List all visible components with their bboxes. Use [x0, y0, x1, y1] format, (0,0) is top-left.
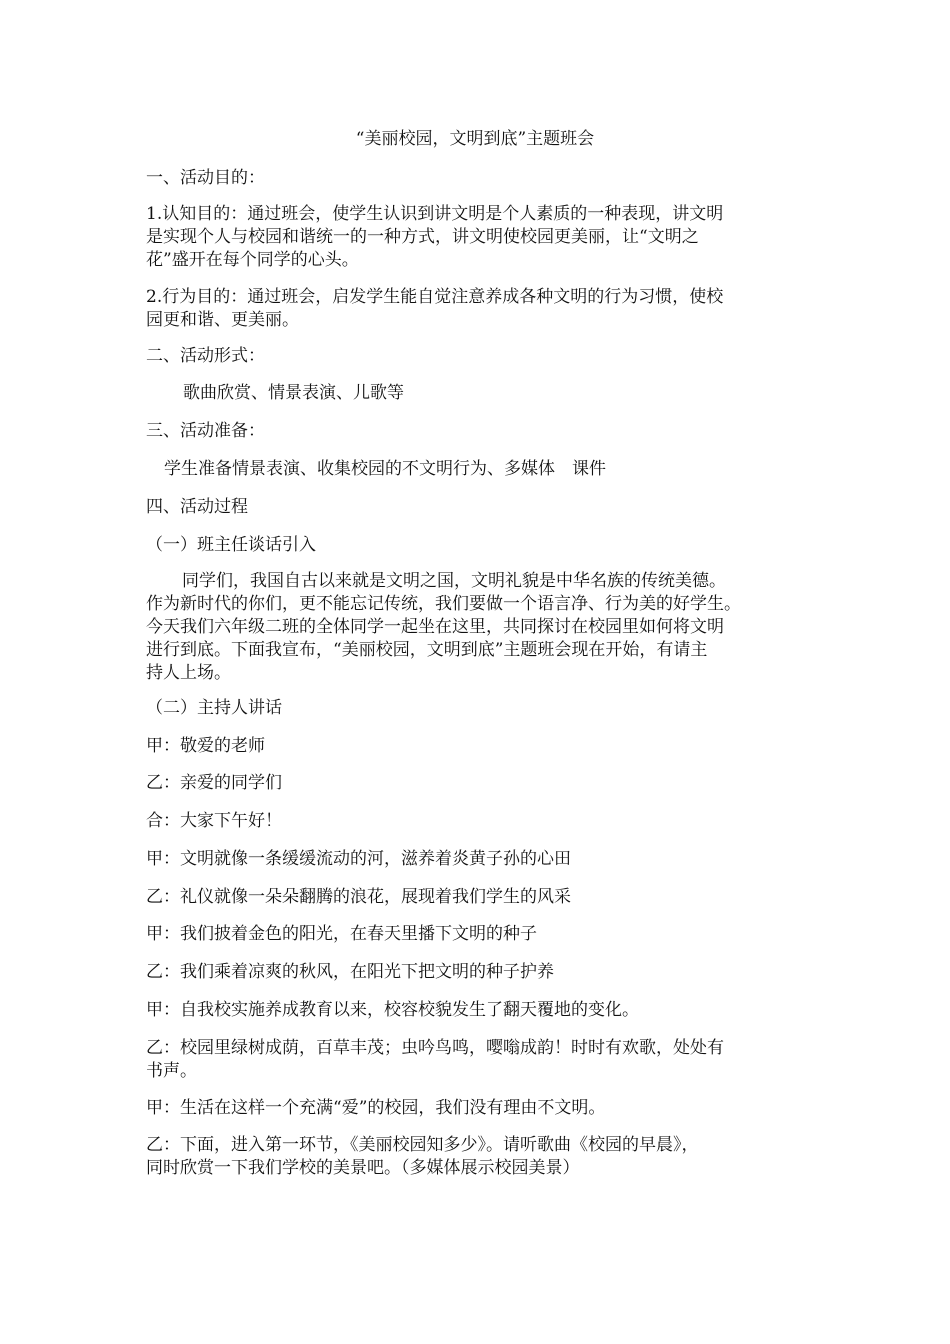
text-line: 持人上场。 [146, 663, 231, 683]
text-line: 书声。 [146, 1061, 197, 1081]
dialogue-paragraph [146, 1134, 816, 1180]
dialogue-paragraph [146, 1037, 816, 1083]
section-heading-format: 二、活动形式： [146, 346, 265, 366]
text-line: 乙：校园里绿树成荫，百草丰茂；虫吟鸟鸣，嘤嗡成韵！时时有欢歌，处处有 [146, 1038, 724, 1058]
format-text: 歌曲欣赏、情景表演、儿歌等 [183, 383, 404, 403]
paragraph-teacher-intro [146, 570, 826, 685]
text-line: 是实现个人与校园和谐统一的一种方式，讲文明使校园更美丽，让“文明之 [146, 227, 699, 247]
document-title: “美丽校园，文明到底”主题班会 [355, 129, 595, 149]
text-line: 今天我们六年级二班的全体同学一起坐在这里，共同探讨在校园里如何将文明 [146, 617, 724, 637]
dialogue-line: 合：大家下午好！ [146, 811, 282, 831]
text-line: 同时欣赏一下我们学校的美景吧。（多媒体展示校园美景） [146, 1158, 580, 1178]
text-line: 花”盛开在每个同学的心头。 [146, 250, 359, 270]
dialogue-line: 甲：生活在这样一个充满“爱”的校园，我们没有理由不文明。 [146, 1098, 606, 1118]
preparation-text: 学生准备情景表演、收集校园的不文明行为、多媒体 课件 [164, 459, 606, 479]
dialogue-line: 乙：礼仪就像一朵朵翻腾的浪花，展现着我们学生的风采 [146, 887, 571, 907]
text-line: 同学们，我国自古以来就是文明之国，文明礼貌是中华名族的传统美德。 [182, 571, 726, 591]
subsection-heading-host-speech: （二）主持人讲话 [146, 698, 282, 718]
dialogue-line: 甲：敬爱的老师 [146, 736, 265, 756]
dialogue-line: 甲：自我校实施养成教育以来，校容校貌发生了翻天覆地的变化。 [146, 1000, 639, 1020]
dialogue-line: 甲：文明就像一条缓缓流动的河，滋养着炎黄子孙的心田 [146, 849, 571, 869]
section-heading-preparation: 三、活动准备： [146, 421, 265, 441]
paragraph-behavior-goal [146, 286, 816, 332]
dialogue-line: 甲：我们披着金色的阳光，在春天里播下文明的种子 [146, 924, 537, 944]
dialogue-line: 乙：我们乘着凉爽的秋风，在阳光下把文明的种子护养 [146, 962, 554, 982]
section-heading-process: 四、活动过程 [146, 497, 248, 517]
paragraph-cognitive-goal [146, 203, 816, 272]
text-line: 2.行为目的：通过班会，启发学生能自觉注意养成各种文明的行为习惯，使校 [146, 287, 724, 307]
text-line: 进行到底。下面我宣布，“美丽校园，文明到底”主题班会现在开始，有请主 [146, 640, 708, 660]
text-line: 园更和谐、更美丽。 [146, 310, 299, 330]
subsection-heading-teacher-intro: （一）班主任谈话引入 [146, 535, 316, 555]
dialogue-line: 乙：亲爱的同学们 [146, 773, 282, 793]
section-heading-purpose: 一、活动目的： [146, 168, 265, 188]
text-line: 乙：下面，进入第一环节，《美丽校园知多少》。请听歌曲《校园的早晨》， [146, 1135, 699, 1155]
text-line: 1.认知目的：通过班会，使学生认识到讲文明是个人素质的一种表现，讲文明 [146, 204, 724, 224]
text-line: 作为新时代的你们，更不能忘记传统，我们要做一个语言净、行为美的好学生。 [146, 594, 741, 614]
